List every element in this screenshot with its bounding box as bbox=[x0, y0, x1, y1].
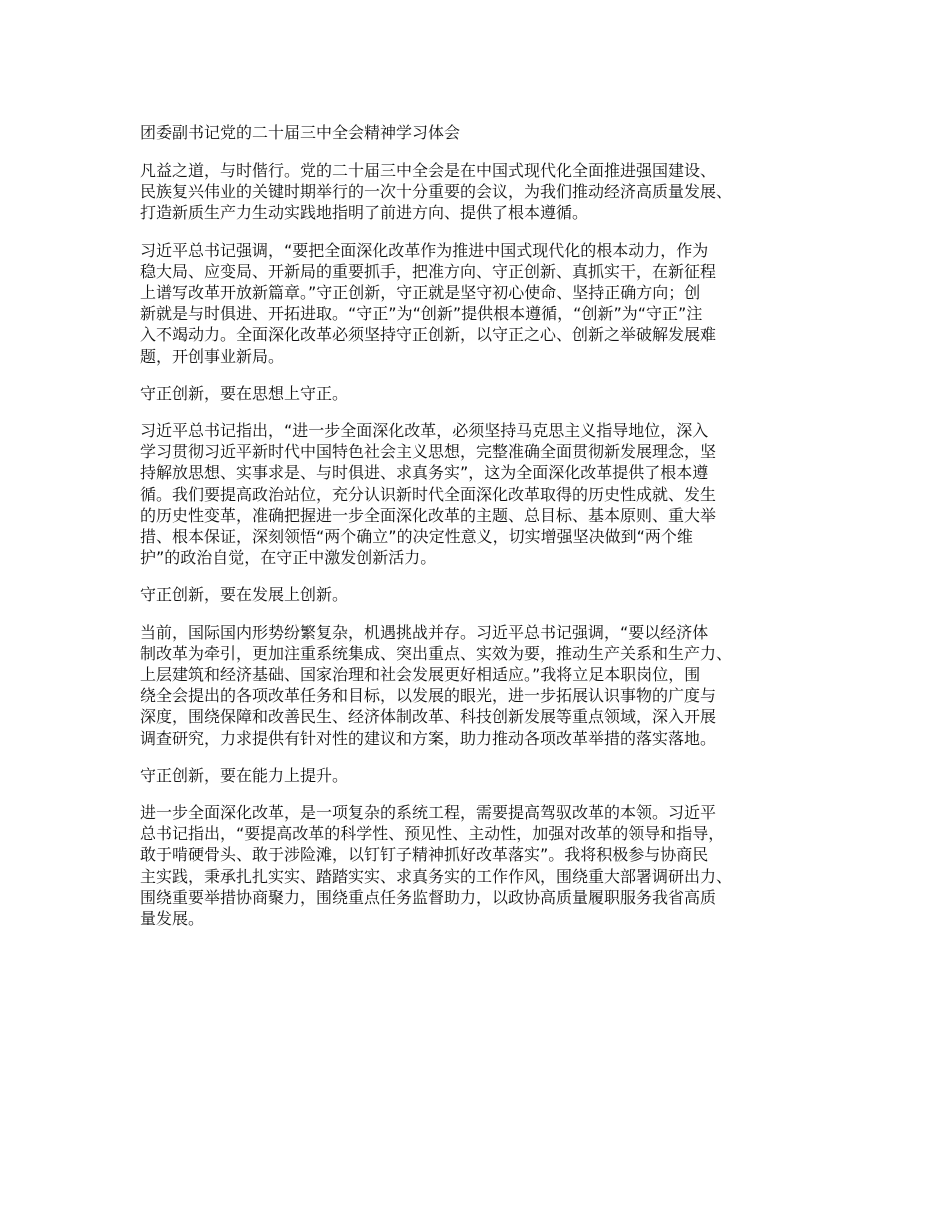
text-line: 深度，围绕保障和改善民生、经济体制改革、科技创新发展等重点领域，深入开展 bbox=[140, 707, 717, 727]
document-title: 团委副书记党的二十届三中全会精神学习体会 bbox=[140, 123, 461, 142]
text-line: 总书记指出，“要提高改革的科学性、预见性、主动性，加强对改革的领导和指导， bbox=[140, 824, 725, 844]
text-line: 打造新质生产力生动实践地指明了前进方向、提供了根本遵循。 bbox=[140, 203, 589, 223]
text-line: 题，开创事业新局。 bbox=[140, 346, 285, 366]
text-line: 上层建筑和经济基础、国家治理和社会发展更好相适应。”我将立足本职岗位，围 bbox=[140, 665, 701, 685]
text-line: 进一步全面深化改革，是一项复杂的系统工程，需要提高驾驭改革的本领。习近平 bbox=[140, 803, 717, 823]
section-heading bbox=[140, 383, 822, 404]
text-line: 敢于啃硬骨头、敢于涉险滩，以钉钉子精神抓好改革落实”。我将积极参与协商民 bbox=[140, 845, 709, 865]
paragraph bbox=[140, 622, 822, 749]
paragraph bbox=[140, 420, 822, 568]
text-line: 守正创新，要在思想上守正。 bbox=[140, 383, 349, 403]
section-heading bbox=[140, 584, 822, 605]
text-line: 的历史性变革，准确把握进一步全面深化改革的主题、总目标、基本原则、重大举 bbox=[140, 505, 717, 525]
text-line: 守正创新，要在能力上提升。 bbox=[140, 765, 349, 785]
text-line: 制改革为牵引，更加注重系统集成、突出重点、实效为要，推动生产关系和生产力、 bbox=[140, 643, 733, 663]
text-line: 守正创新，要在发展上创新。 bbox=[140, 585, 349, 605]
text-line: 护”的政治自觉，在守正中激发创新活力。 bbox=[140, 548, 437, 568]
text-line: 学习贯彻习近平新时代中国特色社会主义思想，完整准确全面贯彻新发展理念，坚 bbox=[140, 442, 717, 462]
text-line: 围绕重要举措协商聚力，围绕重点任务监督助力，以政协高质量履职服务我省高质 bbox=[140, 887, 717, 907]
text-line: 习近平总书记指出，“进一步全面深化改革，必须坚持马克思主义指导地位，深入 bbox=[140, 421, 709, 441]
document-body bbox=[140, 160, 822, 929]
section-heading bbox=[140, 765, 822, 786]
paragraph bbox=[140, 240, 822, 367]
text-line: 习近平总书记强调，“要把全面深化改革作为推进中国式现代化的根本动力，作为 bbox=[140, 240, 709, 260]
text-line: 量发展。 bbox=[140, 909, 205, 929]
text-line: 新就是与时俱进、开拓进取。“守正”为“创新”提供根本遵循，“创新”为“守正”注 bbox=[140, 304, 703, 324]
text-line: 稳大局、应变局、开新局的重要抓手，把准方向、守正创新、真抓实干，在新征程 bbox=[140, 261, 717, 281]
document-page bbox=[140, 122, 822, 945]
text-line: 民族复兴伟业的关键时期举行的一次十分重要的会议，为我们推动经济高质量发展、 bbox=[140, 182, 733, 202]
text-line: 入不竭动力。全面深化改革必须坚持守正创新，以守正之心、创新之举破解发展难 bbox=[140, 325, 717, 345]
text-line: 凡益之道，与时偕行。党的二十届三中全会是在中国式现代化全面推进强国建设、 bbox=[140, 161, 717, 180]
text-line: 持解放思想、实事求是、与时俱进、求真务实”，这为全面深化改革提供了根本遵 bbox=[140, 463, 709, 483]
text-line: 调查研究，力求提供有针对性的建议和方案，助力推动各项改革举措的落实落地。 bbox=[140, 728, 717, 748]
text-line: 措、根本保证，深刻领悟“两个确立”的决定性意义，切实增强坚决做到“两个维 bbox=[140, 527, 693, 547]
paragraph bbox=[140, 802, 822, 929]
text-line: 上谱写改革开放新篇章。”守正创新，守正就是坚守初心使命、坚持正确方向；创 bbox=[140, 283, 701, 303]
text-line: 循。我们要提高政治站位，充分认识新时代全面深化改革取得的历史性成就、发生 bbox=[140, 484, 717, 504]
paragraph bbox=[140, 160, 822, 224]
text-line: 绕全会提出的各项改革任务和目标，以发展的眼光，进一步拓展认识事物的广度与 bbox=[140, 686, 717, 706]
text-line: 主实践，秉承扎扎实实、踏踏实实、求真务实的工作作风，围绕重大部署调研出力、 bbox=[140, 866, 733, 886]
text-line: 当前，国际国内形势纷繁复杂，机遇挑战并存。习近平总书记强调，“要以经济体 bbox=[140, 622, 709, 642]
